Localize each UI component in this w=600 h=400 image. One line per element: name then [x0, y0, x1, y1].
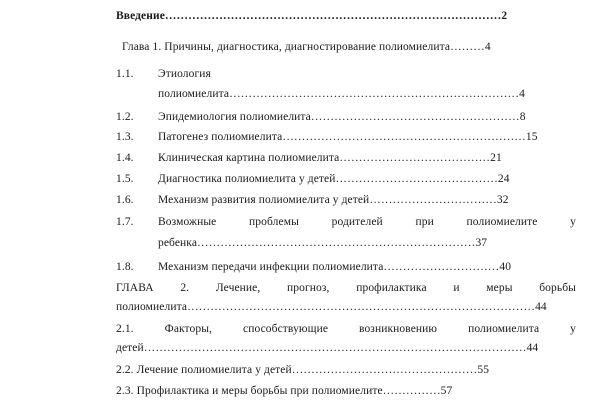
toc-number: 1.5.	[116, 173, 134, 185]
toc-entry-1-6-number	[116, 193, 134, 207]
toc-page-number: 24	[497, 173, 510, 185]
toc-page-number: 4	[484, 41, 491, 53]
toc-entry-1-3	[158, 130, 538, 144]
toc-number: 1.1.	[116, 68, 134, 80]
toc-entry-chapter-2-line2	[116, 300, 547, 314]
toc-title: Механизм развития полиомиелита у детей	[158, 194, 370, 206]
toc-leader: ………………………………………………………………	[197, 237, 476, 249]
toc-page-number: 40	[499, 261, 512, 273]
toc-leader: ……………………………	[369, 194, 497, 206]
toc-entry-1-4	[158, 151, 502, 165]
toc-page-number: 2	[501, 10, 508, 22]
toc-leader: ………………………………………………………………………………	[187, 301, 536, 313]
toc-title: Введение	[116, 10, 165, 22]
toc-entry-1-5	[158, 172, 510, 186]
toc-entry-chapter-1	[122, 40, 491, 54]
toc-leader: ……………………………………	[335, 173, 498, 185]
toc-entry-intro	[116, 9, 507, 23]
toc-entry-2-1-line2	[116, 341, 538, 355]
toc-title: Диагностика полиомиелита у детей	[158, 173, 336, 185]
toc-entry-1-1	[116, 67, 134, 81]
toc-leader: ……………………………………………………………………………	[164, 10, 502, 22]
toc-number: 1.2.	[116, 111, 134, 123]
toc-title-continuation: детей	[116, 342, 144, 354]
toc-leader: ………………………………………………………………………………………	[143, 342, 527, 354]
toc-entry-1-7-line2	[158, 236, 487, 250]
toc-page-number: 55	[477, 364, 490, 376]
toc-entry-1-8-number	[116, 260, 134, 274]
toc-entry-1-7-line1	[158, 215, 576, 229]
toc-number: 1.7.	[116, 216, 134, 228]
toc-page-number: 21	[490, 152, 502, 164]
toc-number: 1.8.	[116, 261, 134, 273]
toc-number: 1.3.	[116, 131, 134, 143]
toc-title: Эпидемиология полиомиелита	[158, 111, 311, 123]
toc-entry-1-5-number	[116, 172, 134, 186]
toc-title: Патогенез полиомиелита	[158, 131, 283, 143]
toc-entry-2-3	[116, 384, 452, 398]
toc-leader: ………………………………………………………	[282, 131, 526, 143]
toc-title: 2.1. Факторы, способствующие возникновению полиомиелита у	[116, 323, 576, 335]
toc-page-number: 44	[535, 301, 547, 313]
toc-number: 1.4.	[116, 152, 134, 164]
toc-title-continuation: ребенка	[158, 237, 198, 249]
toc-title-continuation: полиомиелита	[158, 88, 230, 100]
toc-title: 2.3. Профилактика и меры борьбы при полиомиелите	[116, 385, 383, 397]
toc-entry-1-4-number	[116, 151, 134, 165]
toc-leader: ………	[450, 41, 485, 53]
toc-page-number: 37	[475, 237, 488, 249]
toc-entry-1-6	[158, 193, 509, 207]
toc-title: Механизм передачи инфекции полиомиелита	[158, 261, 384, 273]
toc-title: Глава 1. Причины, диагностика, диагностирование полиомиелита	[122, 41, 451, 53]
toc-entry-2-1-line1	[116, 322, 576, 336]
toc-page-number: 8	[519, 111, 526, 123]
toc-leader: …………………………	[383, 261, 500, 273]
toc-entry-1-1-line2	[158, 87, 525, 101]
toc-page-number: 4	[519, 88, 525, 100]
toc-title: Возможные проблемы родителей при полиомиелите у	[158, 216, 576, 228]
toc-number: 1.6.	[116, 194, 134, 206]
toc-page-number: 15	[525, 131, 538, 143]
toc-leader: …………………………………	[339, 152, 491, 164]
toc-leader: ………………………………………………	[310, 111, 520, 123]
toc-page-number: 32	[496, 194, 509, 206]
toc-title: Клиническая картина полиомиелита	[158, 152, 340, 164]
toc-leader: …………………………………………………………………	[229, 88, 520, 100]
toc-page-number: 57	[440, 385, 453, 397]
toc-entry-1-1-line1	[158, 67, 211, 81]
toc-title: ГЛАВА 2. Лечение, прогноз, профилактика и меры борьбы	[116, 282, 576, 294]
toc-entry-1-3-number	[116, 130, 134, 144]
toc-entry-1-2-number	[116, 110, 134, 124]
toc-entry-2-2	[116, 363, 489, 377]
toc-entry-chapter-2-line1	[116, 281, 576, 295]
toc-title: Этиология	[158, 68, 211, 80]
toc-entry-1-7-number	[116, 215, 134, 229]
toc-page-number: 44	[526, 342, 539, 354]
toc-entry-1-8	[158, 260, 511, 274]
toc-leader: ……………	[382, 385, 441, 397]
toc-leader: …………………………………………	[291, 364, 478, 376]
toc-title: 2.2. Лечение полиомиелита у детей	[116, 364, 292, 376]
toc-title-continuation: полиомиелита	[116, 301, 188, 313]
toc-entry-1-2	[158, 110, 526, 124]
